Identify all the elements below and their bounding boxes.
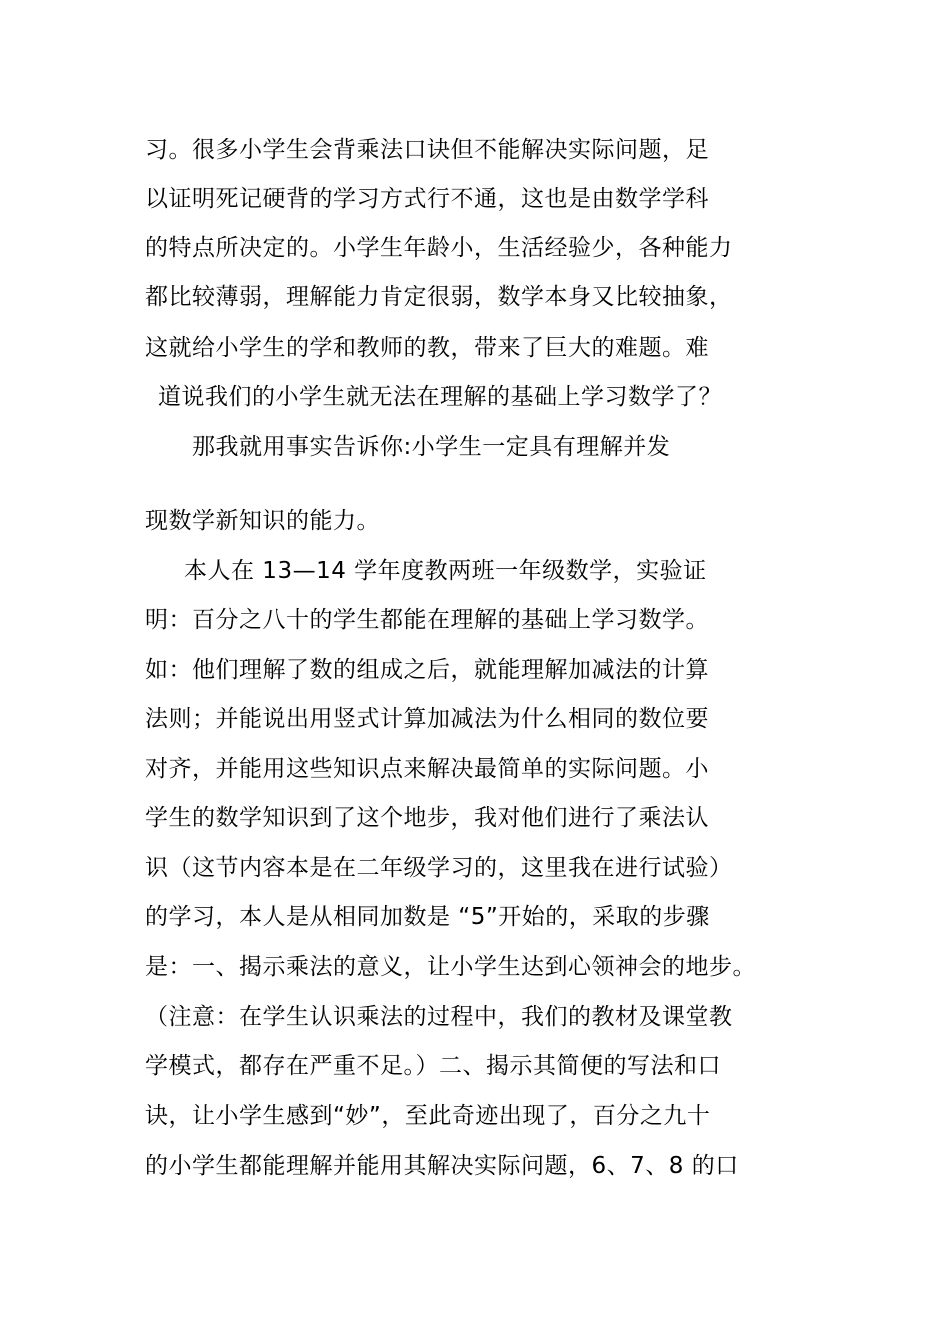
text-line: 识（这节内容本是在二年级学习的，这里我在进行试验）	[145, 855, 733, 881]
text-line: 现数学新知识的能力。	[145, 508, 380, 534]
text-line: 道说我们的小学生就无法在理解的基础上学习数学了？	[158, 384, 722, 410]
text-line: 的学习，本人是从相同加数是 “5”开始的，采取的步骤	[145, 904, 710, 930]
text-line: 对齐，并能用这些知识点来解决最简单的实际问题。小	[145, 756, 709, 782]
text-line: 这就给小学生的学和教师的教，带来了巨大的难题。难	[145, 335, 709, 361]
text-line: 习。很多小学生会背乘法口诀但不能解决实际问题，足	[145, 137, 709, 163]
text-line: 都比较薄弱，理解能力肯定很弱，数学本身又比较抽象，	[145, 284, 733, 310]
text-line: 学生的数学知识到了这个地步，我对他们进行了乘法认	[145, 805, 709, 831]
text-line: 学模式，都存在严重不足。）二、揭示其简便的写法和口	[145, 1053, 721, 1079]
text-line: 明：百分之八十的学生都能在理解的基础上学习数学。	[145, 607, 709, 633]
text-line: 那我就用事实告诉你:小学生一定具有理解并发	[192, 434, 671, 460]
text-line: （注意：在学生认识乘法的过程中，我们的教材及课堂教	[145, 1004, 733, 1030]
text-line: 的小学生都能理解并能用其解决实际问题，6、7、8 的口	[145, 1153, 739, 1179]
text-line: 法则；并能说出用竖式计算加减法为什么相同的数位要	[145, 706, 709, 732]
text-line: 以证明死记硬背的学习方式行不通，这也是由数学学科	[145, 186, 709, 212]
text-line: 是：一、揭示乘法的意义，让小学生达到心领神会的地步。	[145, 954, 756, 980]
text-line: 的特点所决定的。小学生年龄小，生活经验少，各种能力	[145, 235, 733, 261]
text-line: 本人在 13—14 学年度教两班一年级数学，实验证	[184, 558, 707, 584]
text-line: 诀，让小学生感到“妙”，至此奇迹出现了，百分之九十	[145, 1103, 711, 1129]
text-line: 如：他们理解了数的组成之后，就能理解加减法的计算	[145, 657, 709, 683]
